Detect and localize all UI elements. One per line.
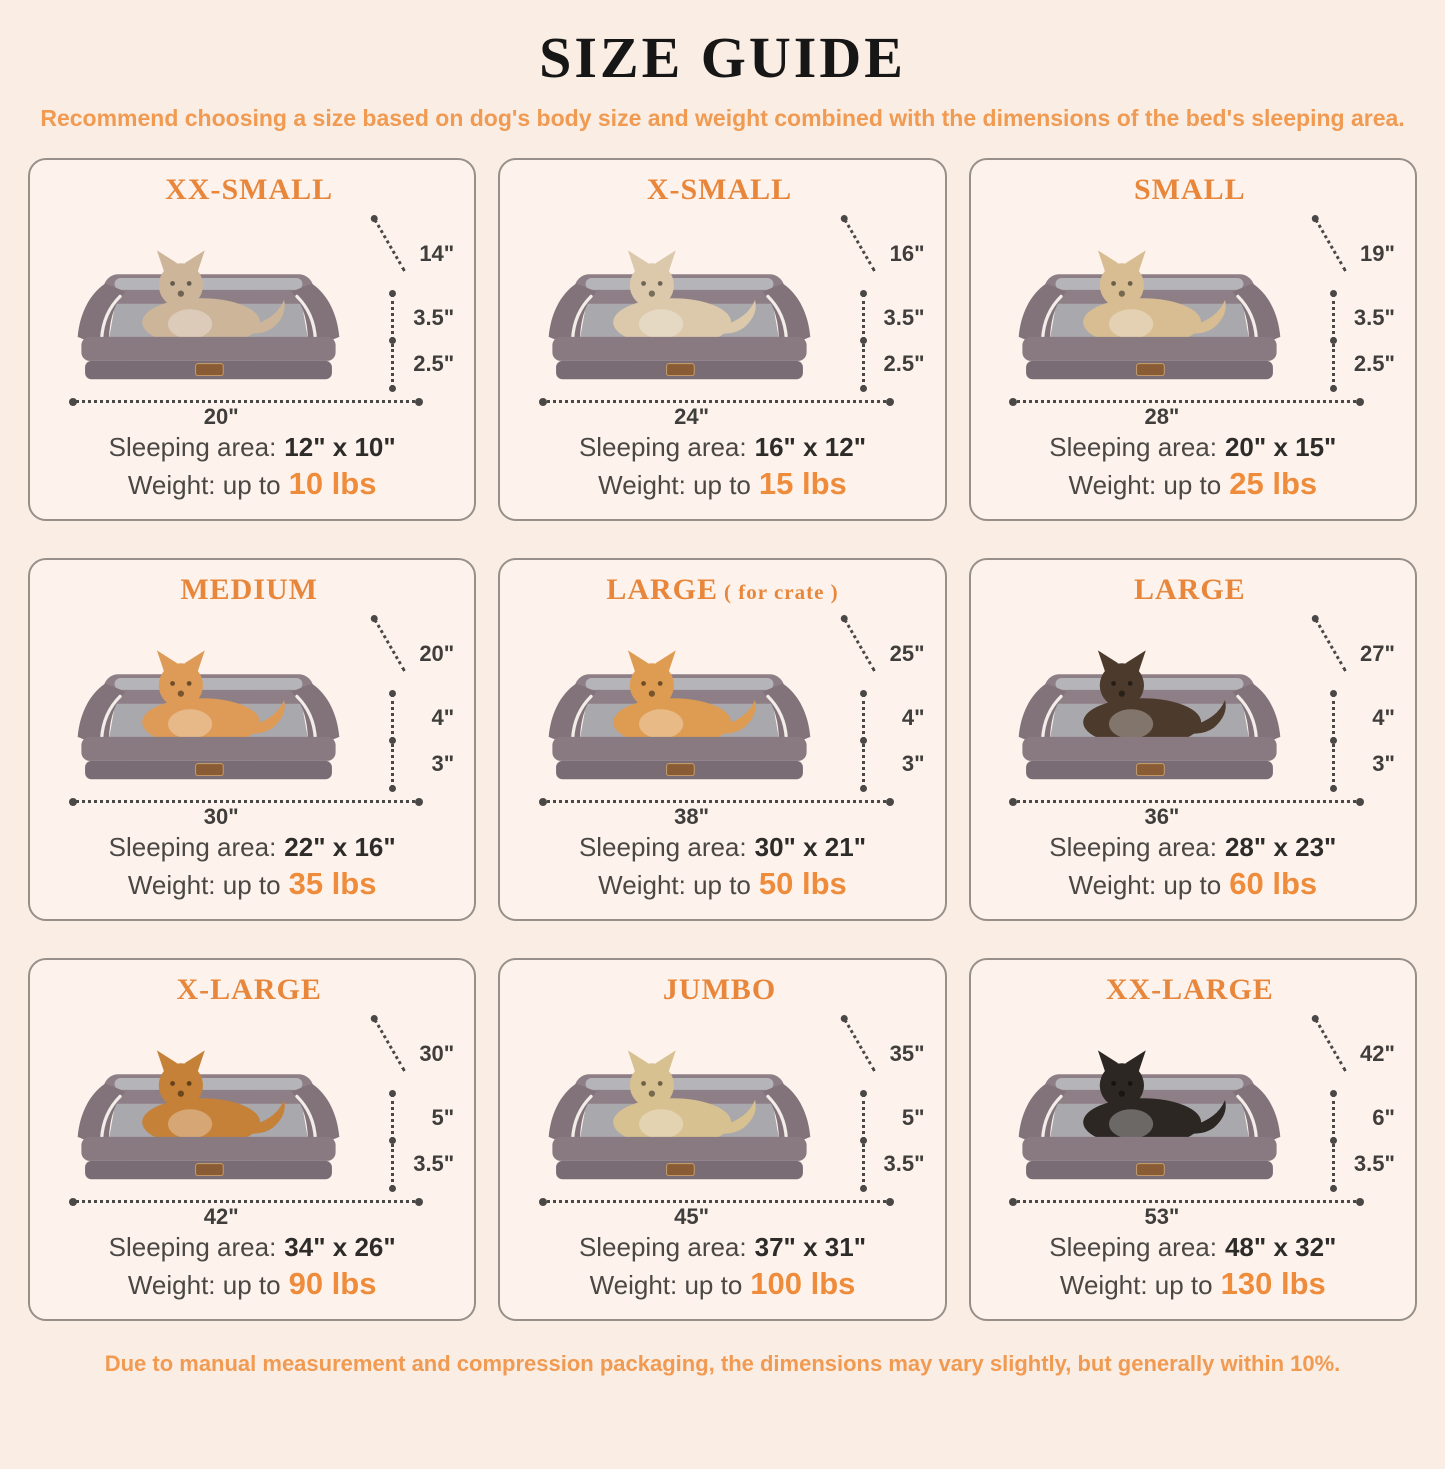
- size-card-xx-small: [28, 158, 476, 521]
- bed-width-label: 16": [889, 240, 925, 266]
- card-title: [981, 572, 1405, 608]
- bolster-height-label: 5": [901, 1104, 925, 1130]
- dimension-leader-line: [862, 744, 865, 788]
- base-height-label: 3": [901, 750, 925, 776]
- pet-bed-image: [999, 219, 1300, 394]
- bed-width-label: 14": [419, 240, 455, 266]
- weight-value: 50 lbs: [758, 866, 847, 902]
- bed-length-label: 30": [203, 803, 239, 829]
- weight-line: [510, 864, 934, 905]
- size-card-xx-large: [969, 958, 1417, 1321]
- size-card-jumbo: [498, 958, 946, 1321]
- bed-illustration: [46, 210, 458, 430]
- size-name-suffix: ( for crate ): [724, 580, 839, 604]
- dimension-leader-line: [373, 218, 406, 271]
- bolster-height-label: 3.5": [413, 304, 455, 330]
- sleeping-area-value: 28" x 23": [1224, 831, 1337, 862]
- sleeping-area-line: [510, 830, 934, 864]
- weight-label: Weight: up to: [1059, 1270, 1213, 1301]
- bed-width-label: 25": [889, 640, 925, 666]
- bolster-height-label: 3.5": [1353, 304, 1395, 330]
- sleeping-area-label: Sleeping area:: [578, 431, 747, 462]
- sleeping-area-line: [40, 1230, 464, 1264]
- bed-illustration: [46, 610, 458, 830]
- dimension-leader-line: [1332, 694, 1335, 740]
- weight-line: [40, 864, 464, 905]
- base-height-label: 2.5": [1353, 350, 1395, 376]
- sleeping-area-value: 16" x 12": [754, 431, 867, 462]
- dimension-leader-line: [862, 694, 865, 740]
- sleeping-area-value: 12" x 10": [284, 431, 396, 462]
- dimension-leader-line: [862, 1144, 865, 1188]
- size-card-medium: [28, 558, 476, 921]
- weight-label: Weight: up to: [598, 870, 751, 901]
- bed-illustration: [516, 210, 928, 430]
- bed-length-label: 28": [1144, 403, 1180, 429]
- dimension-leader-line: [1332, 294, 1335, 340]
- weight-label: Weight: up to: [598, 470, 751, 501]
- page-subtitle: Recommend choosing a size based on dog's body size and weight combined with the dimensions of the bed's sleeping area.: [40, 105, 1405, 131]
- size-card-grid: [28, 158, 1417, 1321]
- base-height-label: 3.5": [413, 1150, 455, 1176]
- dimension-leader-line: [391, 1144, 394, 1188]
- sleeping-area-value: 34" x 26": [284, 1231, 396, 1262]
- dimension-leader-line: [391, 344, 394, 388]
- dimension-leader-line: [391, 294, 394, 340]
- card-title: [981, 172, 1405, 208]
- weight-line: [981, 864, 1405, 905]
- weight-line: [510, 464, 934, 505]
- weight-value: 10 lbs: [288, 466, 377, 502]
- bolster-height-label: 5": [431, 1104, 455, 1130]
- sleeping-area-line: [981, 830, 1405, 864]
- dimension-leader-line: [1314, 218, 1347, 271]
- weight-value: 35 lbs: [288, 866, 377, 902]
- bed-illustration: [516, 1010, 928, 1230]
- sleeping-area-label: Sleeping area:: [1049, 1231, 1217, 1262]
- weight-value: 130 lbs: [1220, 1266, 1326, 1302]
- bed-length-label: 45": [674, 1203, 710, 1229]
- dimension-leader-line: [1332, 744, 1335, 788]
- weight-value: 100 lbs: [750, 1266, 856, 1302]
- weight-label: Weight: up to: [127, 1270, 281, 1301]
- weight-line: [510, 1264, 934, 1305]
- pet-bed-image: [58, 219, 359, 394]
- bed-illustration: [46, 1010, 458, 1230]
- size-card-small: [969, 158, 1417, 521]
- weight-line: [40, 1264, 464, 1305]
- size-card-x-small: [498, 158, 946, 521]
- sleeping-area-label: Sleeping area:: [578, 1231, 747, 1262]
- sleeping-area-value: 20" x 15": [1224, 431, 1337, 462]
- size-name: MEDIUM: [180, 573, 318, 606]
- bed-width-label: 27": [1359, 640, 1395, 666]
- base-height-label: 3": [431, 750, 455, 776]
- sleeping-area-line: [510, 430, 934, 464]
- dimension-leader-line: [1314, 1018, 1347, 1071]
- bed-length-label: 24": [674, 403, 710, 429]
- length-measure-line: [1011, 1200, 1362, 1203]
- length-measure-line: [71, 800, 421, 803]
- card-title: [981, 972, 1405, 1008]
- dimension-leader-line: [1332, 1094, 1335, 1140]
- length-measure-line: [541, 400, 891, 403]
- weight-value: 25 lbs: [1229, 466, 1318, 502]
- bed-width-label: 19": [1359, 240, 1395, 266]
- weight-label: Weight: up to: [1068, 470, 1222, 501]
- size-name: LARGE: [1133, 573, 1246, 606]
- bed-illustration: [516, 610, 928, 830]
- size-card-large: [969, 558, 1417, 921]
- weight-value: 90 lbs: [288, 1266, 377, 1302]
- weight-line: [981, 464, 1405, 505]
- bed-illustration: [987, 610, 1399, 830]
- dimension-leader-line: [1332, 1144, 1335, 1188]
- dimension-leader-line: [391, 1094, 394, 1140]
- bolster-height-label: 4": [1372, 704, 1395, 730]
- dimension-leader-line: [843, 618, 876, 671]
- sleeping-area-label: Sleeping area:: [108, 1231, 277, 1262]
- sleeping-area-line: [510, 1230, 934, 1264]
- size-name: SMALL: [1133, 173, 1246, 206]
- bed-width-label: 35": [889, 1040, 925, 1066]
- card-title: [40, 172, 464, 208]
- bed-length-label: 38": [674, 803, 710, 829]
- bed-width-label: 30": [419, 1040, 455, 1066]
- weight-label: Weight: up to: [589, 1270, 743, 1301]
- size-name: XX-SMALL: [165, 173, 334, 206]
- base-height-label: 2.5": [413, 350, 455, 376]
- weight-label: Weight: up to: [127, 470, 281, 501]
- card-title: [510, 172, 934, 208]
- sleeping-area-value: 48" x 32": [1224, 1231, 1337, 1262]
- sleeping-area-label: Sleeping area:: [578, 831, 747, 862]
- weight-line: [40, 464, 464, 505]
- length-measure-line: [541, 1200, 891, 1203]
- weight-line: [981, 1264, 1405, 1305]
- dimension-leader-line: [373, 1018, 406, 1071]
- dimension-leader-line: [391, 744, 394, 788]
- dimension-leader-line: [843, 218, 876, 271]
- pet-bed-image: [58, 1019, 359, 1194]
- sleeping-area-line: [40, 430, 464, 464]
- dimension-leader-line: [1332, 344, 1335, 388]
- pet-bed-image: [58, 619, 359, 794]
- size-card-x-large: [28, 958, 476, 1321]
- pet-bed-image: [529, 1019, 830, 1194]
- dimension-leader-line: [862, 294, 865, 340]
- sleeping-area-label: Sleeping area:: [1049, 431, 1217, 462]
- pet-bed-image: [529, 619, 830, 794]
- card-title: [40, 972, 464, 1008]
- dimension-leader-line: [391, 694, 394, 740]
- dimension-leader-line: [373, 618, 406, 671]
- dimension-leader-line: [843, 1018, 876, 1071]
- bed-length-label: 20": [203, 403, 239, 429]
- sleeping-area-line: [40, 830, 464, 864]
- bed-length-label: 36": [1144, 803, 1180, 829]
- sleeping-area-line: [981, 1230, 1405, 1264]
- page-footer-note: Due to manual measurement and compression packaging, the dimensions may vary slightly, but generally within 10%.: [104, 1351, 1341, 1376]
- weight-value: 60 lbs: [1229, 866, 1318, 902]
- weight-label: Weight: up to: [127, 870, 281, 901]
- card-title: [510, 972, 934, 1008]
- bolster-height-label: 4": [431, 704, 455, 730]
- bed-width-label: 20": [419, 640, 455, 666]
- sleeping-area-label: Sleeping area:: [108, 431, 277, 462]
- card-title: [510, 572, 934, 608]
- card-title: [40, 572, 464, 608]
- size-name: XX-LARGE: [1105, 973, 1274, 1006]
- base-height-label: 3": [1372, 750, 1395, 776]
- sleeping-area-value: 37" x 31": [754, 1231, 867, 1262]
- size-card-large-for-crate: [498, 558, 946, 921]
- sleeping-area-line: [981, 430, 1405, 464]
- sleeping-area-label: Sleeping area:: [108, 831, 277, 862]
- bolster-height-label: 4": [901, 704, 925, 730]
- size-name: LARGE: [606, 573, 719, 606]
- bed-length-label: 42": [203, 1203, 239, 1229]
- dimension-leader-line: [862, 344, 865, 388]
- length-measure-line: [71, 1200, 421, 1203]
- size-name: JUMBO: [662, 973, 777, 1006]
- bed-illustration: [987, 210, 1399, 430]
- dimension-leader-line: [1314, 618, 1347, 671]
- weight-label: Weight: up to: [1068, 870, 1222, 901]
- sleeping-area-value: 22" x 16": [284, 831, 396, 862]
- base-height-label: 2.5": [883, 350, 925, 376]
- length-measure-line: [1011, 400, 1362, 403]
- size-name: X-LARGE: [176, 973, 322, 1006]
- pet-bed-image: [529, 219, 830, 394]
- base-height-label: 3.5": [1353, 1150, 1395, 1176]
- bed-illustration: [987, 1010, 1399, 1230]
- length-measure-line: [71, 400, 421, 403]
- pet-bed-image: [999, 1019, 1300, 1194]
- size-name: X-SMALL: [646, 173, 793, 206]
- length-measure-line: [541, 800, 891, 803]
- bed-width-label: 42": [1359, 1040, 1395, 1066]
- dimension-leader-line: [862, 1094, 865, 1140]
- base-height-label: 3.5": [883, 1150, 925, 1176]
- bolster-height-label: 3.5": [883, 304, 925, 330]
- bed-length-label: 53": [1144, 1203, 1180, 1229]
- length-measure-line: [1011, 800, 1362, 803]
- sleeping-area-label: Sleeping area:: [1049, 831, 1217, 862]
- weight-value: 15 lbs: [758, 466, 847, 502]
- page-title: SIZE GUIDE: [539, 25, 906, 90]
- pet-bed-image: [999, 619, 1300, 794]
- bolster-height-label: 6": [1372, 1104, 1395, 1130]
- sleeping-area-value: 30" x 21": [754, 831, 867, 862]
